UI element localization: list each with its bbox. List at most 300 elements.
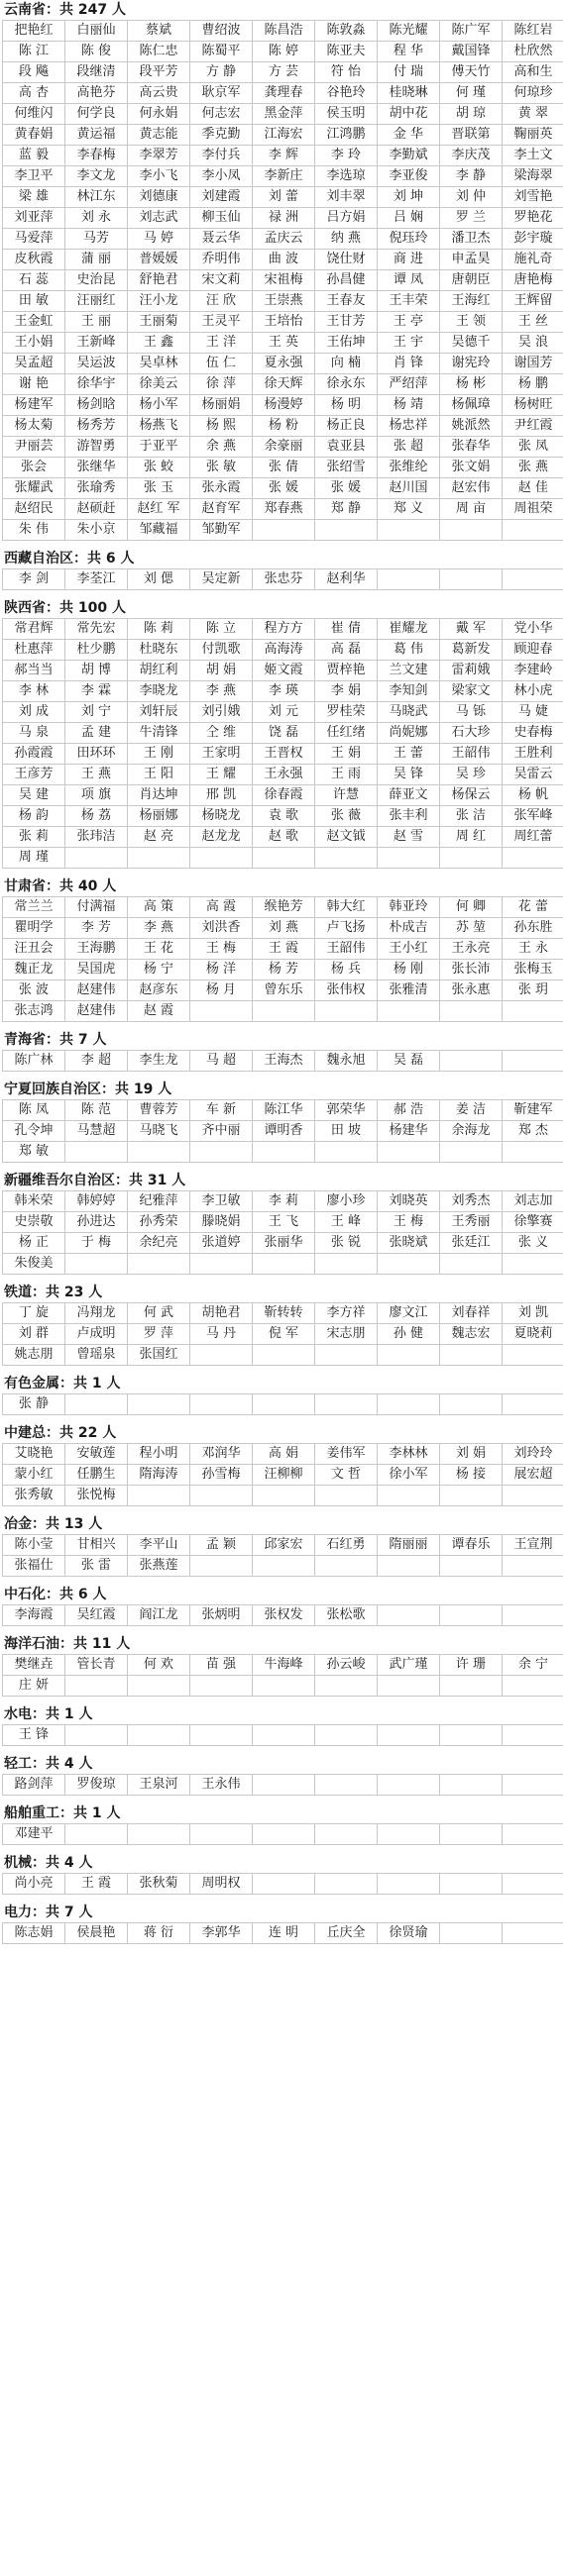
person-name: 陈 俊 — [65, 42, 128, 62]
person-name: 武广瑾 — [378, 1655, 440, 1676]
empty-cell — [503, 1051, 563, 1072]
person-name: 李 燕 — [128, 918, 190, 939]
name-row — [3, 312, 563, 333]
empty-cell — [503, 1394, 563, 1415]
person-name: 刘 偲 — [128, 569, 190, 590]
person-name: 张 燕 — [503, 458, 563, 478]
empty-cell — [378, 1676, 440, 1697]
name-row — [3, 42, 563, 62]
person-name: 刘丰翠 — [315, 187, 378, 208]
person-name: 黄志能 — [128, 125, 190, 146]
person-name: 刘 燕 — [253, 918, 315, 939]
name-row — [3, 1303, 563, 1324]
region-section — [2, 0, 561, 541]
empty-cell — [503, 1605, 563, 1626]
person-name: 李文龙 — [65, 166, 128, 187]
person-name: 王 峰 — [315, 1212, 378, 1233]
person-name: 杨丽娟 — [190, 395, 253, 416]
person-name: 耿京军 — [190, 83, 253, 104]
person-name: 刘 坤 — [378, 187, 440, 208]
person-name: 项 旗 — [65, 785, 128, 806]
person-name: 王小红 — [378, 939, 440, 960]
empty-cell — [128, 1394, 190, 1415]
person-name: 梁海翠 — [503, 166, 563, 187]
person-name: 靳转转 — [253, 1303, 315, 1324]
person-name: 杨 靖 — [378, 395, 440, 416]
person-name: 蓝 毅 — [3, 146, 65, 166]
person-name: 杨 兵 — [315, 960, 378, 980]
person-name: 朱 伟 — [3, 520, 65, 541]
person-name: 杨建华 — [378, 1121, 440, 1142]
person-name: 蒙小红 — [3, 1465, 65, 1486]
person-name: 谷艳玲 — [315, 83, 378, 104]
name-row — [3, 1605, 563, 1626]
name-row — [3, 827, 563, 848]
region-header: 铁道：共 23 人 — [4, 1285, 103, 1300]
person-name: 杨 荔 — [65, 806, 128, 827]
person-name: 李卫敏 — [190, 1191, 253, 1212]
empty-cell — [378, 1394, 440, 1415]
person-name: 刘 成 — [3, 702, 65, 723]
person-name: 王 丽 — [65, 312, 128, 333]
person-name: 杨 洋 — [190, 960, 253, 980]
person-name: 王 梅 — [190, 939, 253, 960]
region-section — [2, 1585, 561, 1626]
person-name: 吴红霞 — [65, 1605, 128, 1626]
person-name: 邢 凯 — [190, 785, 253, 806]
name-row — [3, 702, 563, 723]
name-table — [2, 1050, 563, 1072]
person-name: 余 宁 — [503, 1655, 563, 1676]
name-row — [3, 187, 563, 208]
person-name: 刘亚萍 — [3, 208, 65, 229]
person-name: 方 静 — [190, 62, 253, 83]
person-name: 杨建军 — [3, 395, 65, 416]
person-name: 禄 洲 — [253, 208, 315, 229]
person-name: 何 瑾 — [440, 83, 503, 104]
person-name: 李知剑 — [378, 681, 440, 702]
empty-cell — [503, 1254, 563, 1275]
person-name: 梁 雄 — [3, 187, 65, 208]
empty-cell — [378, 1874, 440, 1895]
person-name: 王 梅 — [378, 1212, 440, 1233]
empty-cell — [65, 1725, 128, 1746]
person-name: 张 锐 — [315, 1233, 378, 1254]
person-name: 胡红利 — [128, 661, 190, 681]
empty-cell — [190, 848, 253, 869]
empty-cell — [128, 1142, 190, 1163]
person-name: 姚志朋 — [3, 1345, 65, 1366]
person-name: 陈江华 — [253, 1100, 315, 1121]
person-name: 李生龙 — [128, 1051, 190, 1072]
person-name: 肖 锋 — [378, 354, 440, 374]
person-name: 孔令坤 — [3, 1121, 65, 1142]
person-name: 杨小军 — [128, 395, 190, 416]
person-name: 谭明香 — [253, 1121, 315, 1142]
person-name: 史春梅 — [503, 723, 563, 744]
empty-cell — [253, 1874, 315, 1895]
person-name: 郝 浩 — [378, 1100, 440, 1121]
person-name: 赵育军 — [190, 499, 253, 520]
name-row — [3, 1324, 563, 1345]
person-name: 孟 颖 — [190, 1535, 253, 1556]
person-name: 张权发 — [253, 1605, 315, 1626]
person-name: 余海龙 — [440, 1121, 503, 1142]
person-name: 张 静 — [3, 1394, 65, 1415]
person-name: 张丰利 — [378, 806, 440, 827]
person-name: 张福仕 — [3, 1556, 65, 1577]
person-name: 杨 宁 — [128, 960, 190, 980]
person-name: 高艳芬 — [65, 83, 128, 104]
person-name: 崔 倩 — [315, 619, 378, 640]
person-name: 李 辉 — [253, 146, 315, 166]
person-name: 黑金萍 — [253, 104, 315, 125]
person-name: 李 霖 — [65, 681, 128, 702]
person-name: 阎江龙 — [128, 1605, 190, 1626]
person-name: 高和生 — [503, 62, 563, 83]
person-name: 许慧 — [315, 785, 378, 806]
name-row — [3, 619, 563, 640]
person-name: 严绍萍 — [378, 374, 440, 395]
region-header: 甘肃省：共 40 人 — [4, 878, 117, 894]
person-name: 王 领 — [440, 312, 503, 333]
person-name: 王 洋 — [190, 333, 253, 354]
person-name: 张长沛 — [440, 960, 503, 980]
person-name: 张继华 — [65, 458, 128, 478]
name-row — [3, 458, 563, 478]
empty-cell — [65, 848, 128, 869]
person-name: 张 敏 — [190, 458, 253, 478]
region-section — [2, 1754, 561, 1796]
name-row — [3, 374, 563, 395]
name-row — [3, 785, 563, 806]
person-name: 赵绍民 — [3, 499, 65, 520]
empty-cell — [190, 1725, 253, 1746]
person-name: 周明权 — [190, 1874, 253, 1895]
person-name: 胡 琼 — [440, 104, 503, 125]
person-name: 杨 接 — [440, 1465, 503, 1486]
person-name: 王 丝 — [503, 312, 563, 333]
empty-cell — [315, 1486, 378, 1506]
person-name: 李付兵 — [190, 146, 253, 166]
person-name: 赵利华 — [315, 569, 378, 590]
region-section — [2, 1853, 561, 1895]
person-name: 李海霞 — [3, 1605, 65, 1626]
person-name: 袁 歌 — [253, 806, 315, 827]
person-name: 刘 群 — [3, 1324, 65, 1345]
region-section — [2, 549, 561, 590]
person-name: 胡中花 — [378, 104, 440, 125]
person-name: 孟庆云 — [253, 229, 315, 250]
person-name: 王韶伟 — [315, 939, 378, 960]
person-name: 张 莉 — [3, 827, 65, 848]
person-name: 郑春燕 — [253, 499, 315, 520]
name-row — [3, 21, 563, 42]
person-name: 程小明 — [128, 1444, 190, 1465]
person-name: 郑 静 — [315, 499, 378, 520]
name-row — [3, 1121, 563, 1142]
person-name: 魏正龙 — [3, 960, 65, 980]
person-name: 王崇燕 — [253, 291, 315, 312]
person-name: 孙 健 — [378, 1324, 440, 1345]
person-name: 潘卫杰 — [440, 229, 503, 250]
person-name: 刘 元 — [253, 702, 315, 723]
name-row — [3, 229, 563, 250]
person-name: 张秋菊 — [128, 1874, 190, 1895]
person-name: 季克勤 — [190, 125, 253, 146]
empty-cell — [440, 1345, 503, 1366]
person-name: 王永伟 — [190, 1775, 253, 1796]
person-name: 李平山 — [128, 1535, 190, 1556]
person-name: 王 耀 — [190, 765, 253, 785]
person-name: 彭宇璇 — [503, 229, 563, 250]
person-name: 侯晨艳 — [65, 1923, 128, 1944]
empty-cell — [315, 848, 378, 869]
person-name: 曹绍波 — [190, 21, 253, 42]
person-name: 李小凤 — [190, 166, 253, 187]
name-table — [2, 1724, 563, 1746]
person-name: 王永亮 — [440, 939, 503, 960]
name-row — [3, 723, 563, 744]
empty-cell — [315, 1556, 378, 1577]
person-name: 吴 磊 — [378, 1051, 440, 1072]
person-name: 侯玉明 — [315, 104, 378, 125]
name-row — [3, 806, 563, 827]
person-name: 程 华 — [378, 42, 440, 62]
person-name: 皮秋霞 — [3, 250, 65, 270]
person-name: 马 铄 — [440, 702, 503, 723]
person-name: 尹红霞 — [503, 416, 563, 437]
person-name: 舒艳君 — [128, 270, 190, 291]
region-header: 宁夏回族自治区：共 19 人 — [4, 1082, 172, 1097]
name-row — [3, 125, 563, 146]
name-row — [3, 681, 563, 702]
person-name: 李荃江 — [65, 569, 128, 590]
person-name: 王辉留 — [503, 291, 563, 312]
person-name: 吴 珍 — [440, 765, 503, 785]
person-name: 展宏超 — [503, 1465, 563, 1486]
name-row — [3, 1535, 563, 1556]
region-section — [2, 1283, 561, 1366]
person-name: 李 瑛 — [253, 681, 315, 702]
name-row — [3, 1486, 563, 1506]
person-name: 杨树旺 — [503, 395, 563, 416]
person-name: 马晓飞 — [128, 1121, 190, 1142]
person-name: 杨 月 — [190, 980, 253, 1001]
person-name: 蒲 丽 — [65, 250, 128, 270]
person-name: 陈 凤 — [3, 1100, 65, 1121]
person-name: 杨晓龙 — [190, 806, 253, 827]
empty-cell — [503, 1725, 563, 1746]
person-name: 吴 锋 — [378, 765, 440, 785]
empty-cell — [503, 1486, 563, 1506]
person-name: 何 卿 — [440, 897, 503, 918]
person-name: 李选琼 — [315, 166, 378, 187]
person-name: 陈亚夫 — [315, 42, 378, 62]
person-name: 姚派然 — [440, 416, 503, 437]
name-table — [2, 1823, 563, 1845]
person-name: 张永霞 — [190, 478, 253, 499]
person-name: 张燕莲 — [128, 1556, 190, 1577]
empty-cell — [65, 1824, 128, 1845]
empty-cell — [503, 1874, 563, 1895]
name-row — [3, 333, 563, 354]
person-name: 杨 正 — [3, 1233, 65, 1254]
person-name: 常君辉 — [3, 619, 65, 640]
empty-cell — [378, 1775, 440, 1796]
person-name: 郝当当 — [3, 661, 65, 681]
name-table — [2, 1190, 563, 1275]
region-header: 青海省：共 7 人 — [4, 1032, 107, 1048]
region-header: 船舶重工：共 1 人 — [4, 1805, 121, 1821]
empty-cell — [440, 1923, 503, 1944]
name-row — [3, 1923, 563, 1944]
person-name: 刘春祥 — [440, 1303, 503, 1324]
name-row — [3, 897, 563, 918]
name-row — [3, 208, 563, 229]
person-name: 王 蕾 — [378, 744, 440, 765]
person-name: 郑 义 — [378, 499, 440, 520]
person-name: 刘 凯 — [503, 1303, 563, 1324]
person-name: 何志宏 — [190, 104, 253, 125]
person-name: 朱小京 — [65, 520, 128, 541]
person-name: 谢宪玲 — [440, 354, 503, 374]
person-name: 陈志娟 — [3, 1923, 65, 1944]
name-row — [3, 1394, 563, 1415]
person-name: 金 华 — [378, 125, 440, 146]
empty-cell — [253, 848, 315, 869]
name-row — [3, 395, 563, 416]
empty-cell — [315, 1394, 378, 1415]
region-header: 有色金属：共 1 人 — [4, 1376, 121, 1391]
person-name: 李建岭 — [503, 661, 563, 681]
empty-cell — [190, 1142, 253, 1163]
person-name: 张 倩 — [253, 458, 315, 478]
person-name: 晋联第 — [440, 125, 503, 146]
person-name: 刘 仲 — [440, 187, 503, 208]
empty-cell — [440, 1486, 503, 1506]
person-name: 王 锋 — [3, 1725, 65, 1746]
person-name: 赵 雪 — [378, 827, 440, 848]
empty-cell — [128, 1824, 190, 1845]
person-name: 杨剑晗 — [65, 395, 128, 416]
person-name: 樊继垚 — [3, 1655, 65, 1676]
person-name: 田 敏 — [3, 291, 65, 312]
person-name: 刘轩辰 — [128, 702, 190, 723]
empty-cell — [315, 1345, 378, 1366]
person-name: 张绍雪 — [315, 458, 378, 478]
person-name: 姜 洁 — [440, 1100, 503, 1121]
person-name: 王新峰 — [65, 333, 128, 354]
person-name: 张 玉 — [128, 478, 190, 499]
region-header: 冶金：共 13 人 — [4, 1516, 103, 1532]
person-name: 于 梅 — [65, 1233, 128, 1254]
person-name: 甘相兴 — [65, 1535, 128, 1556]
person-name: 赵文钺 — [315, 827, 378, 848]
name-row — [3, 1212, 563, 1233]
person-name: 付满福 — [65, 897, 128, 918]
person-name: 孙雪梅 — [190, 1465, 253, 1486]
person-name: 王 花 — [128, 939, 190, 960]
person-name: 许 珊 — [440, 1655, 503, 1676]
person-name: 谭春乐 — [440, 1535, 503, 1556]
person-name: 吴 建 — [3, 785, 65, 806]
empty-cell — [315, 1676, 378, 1697]
person-name: 邓建平 — [3, 1824, 65, 1845]
person-name: 姜伟军 — [315, 1444, 378, 1465]
person-name: 张伟权 — [315, 980, 378, 1001]
name-row — [3, 291, 563, 312]
person-name: 张廷江 — [440, 1233, 503, 1254]
person-name: 聂云华 — [190, 229, 253, 250]
person-name: 顾迎春 — [503, 640, 563, 661]
person-name: 张玮洁 — [65, 827, 128, 848]
person-name: 刘雪艳 — [503, 187, 563, 208]
person-name: 韩米荣 — [3, 1191, 65, 1212]
name-row — [3, 62, 563, 83]
person-name: 罗艳花 — [503, 208, 563, 229]
person-name: 赵宏伟 — [440, 478, 503, 499]
person-name: 桂晓琳 — [378, 83, 440, 104]
empty-cell — [128, 1486, 190, 1506]
person-name: 朱俊美 — [3, 1254, 65, 1275]
person-name: 陈 江 — [3, 42, 65, 62]
person-name: 李方祥 — [315, 1303, 378, 1324]
person-name: 戴国锋 — [440, 42, 503, 62]
name-table — [2, 20, 563, 541]
region-section — [2, 1903, 561, 1944]
person-name: 孙昌健 — [315, 270, 378, 291]
person-name: 赵 佳 — [503, 478, 563, 499]
person-name: 孙东胜 — [503, 918, 563, 939]
region-header: 机械：共 4 人 — [4, 1855, 93, 1871]
person-name: 李新庄 — [253, 166, 315, 187]
person-name: 杨 刚 — [378, 960, 440, 980]
name-row — [3, 1775, 563, 1796]
person-name: 周 红 — [440, 827, 503, 848]
person-name: 隋海涛 — [128, 1465, 190, 1486]
person-name: 王金虹 — [3, 312, 65, 333]
person-name: 尚妮娜 — [378, 723, 440, 744]
region-header: 中建总：共 22 人 — [4, 1425, 117, 1441]
person-name: 陈广军 — [440, 21, 503, 42]
empty-cell — [315, 520, 378, 541]
empty-cell — [190, 1254, 253, 1275]
name-row — [3, 1655, 563, 1676]
person-name: 曾东乐 — [253, 980, 315, 1001]
empty-cell — [378, 1725, 440, 1746]
region-section — [2, 1080, 561, 1163]
person-name: 赵彦东 — [128, 980, 190, 1001]
empty-cell — [190, 1676, 253, 1697]
person-name: 普媛媛 — [128, 250, 190, 270]
name-table — [2, 1922, 563, 1944]
empty-cell — [440, 1556, 503, 1577]
person-name: 申孟昊 — [440, 250, 503, 270]
person-name: 徐天辉 — [253, 374, 315, 395]
name-table — [2, 568, 563, 590]
empty-cell — [253, 1254, 315, 1275]
person-name: 陈蜀平 — [190, 42, 253, 62]
name-row — [3, 1824, 563, 1845]
person-name: 徐华宇 — [65, 374, 128, 395]
person-name: 王 亭 — [378, 312, 440, 333]
person-name: 柳玉仙 — [190, 208, 253, 229]
person-name: 李 静 — [440, 166, 503, 187]
person-name: 隋丽丽 — [378, 1535, 440, 1556]
person-name: 任红绪 — [315, 723, 378, 744]
person-name: 崔耀龙 — [378, 619, 440, 640]
